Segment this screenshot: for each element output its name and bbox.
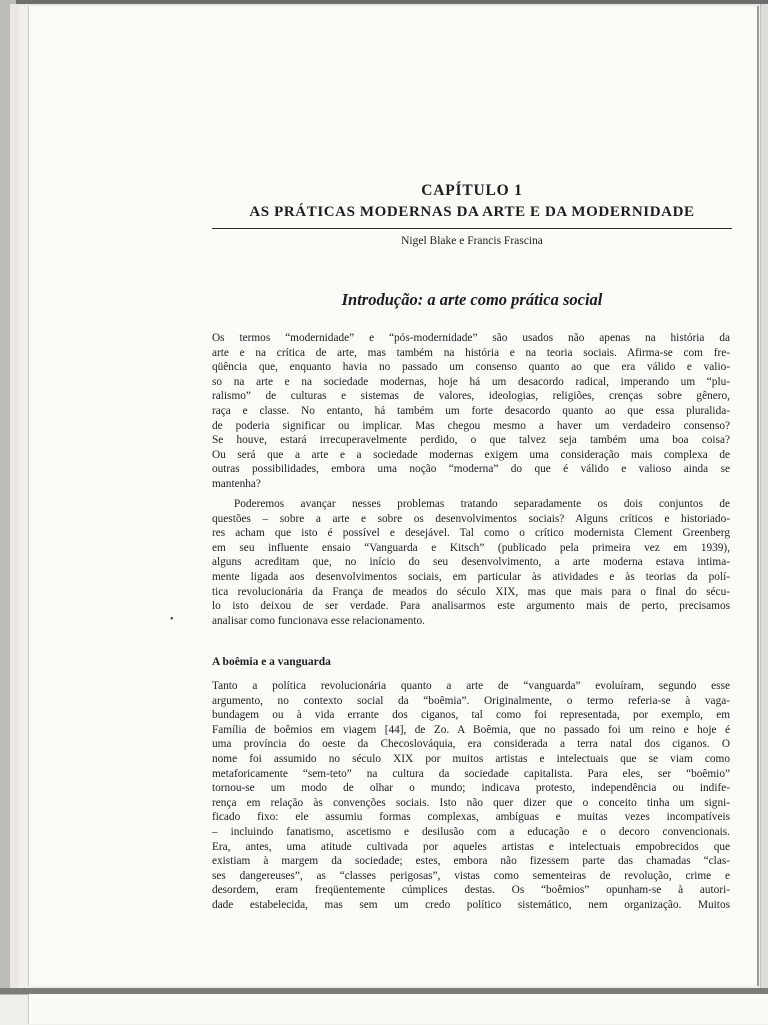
text-line: em seu influente ensaio “Vanguarda e Kitsch” (publicado pela primeira vez em 1939), (212, 541, 730, 554)
text-line: questões – sobre a arte e sobre os desenvolvimentos sociais? Alguns críticos e historiado- (212, 512, 730, 525)
text-line: so na arte e na sociedade modernas, hoje há um desacordo radical, imperando um “plu- (212, 375, 730, 388)
text-line: outras possibilidades, embora uma noção “moderna” do que é válido e valioso ainda se (212, 463, 730, 476)
subheading: A boêmia e a vanguarda (212, 656, 331, 668)
text-line: Era, antes, uma atitude cultivada por aqueles artistas e intelectuais empobrecidos que (212, 840, 730, 853)
text-line: Família de boêmios em viagem [44], de Zo. A Boêmia, que no passado foi um reino e hoje é (212, 723, 730, 736)
paragraph-2 (212, 497, 730, 628)
text-line: uma província do oeste da Checoslováquia, era considerada a terra natal dos ciganos. O (212, 738, 730, 751)
text-line: rença em relação às convenções sociais. Isto não quer dizer que o conceito tinha um signi- (212, 796, 730, 809)
title-rule (212, 228, 732, 229)
text-line: existiam à margem da sociedade; estes, embora não fizessem parte das chamadas “clas- (212, 855, 730, 868)
text-line: – incluindo fanatismo, ascetismo e desilusão com a educação e o decoro convencionais. (212, 825, 730, 838)
text-line: qüência que, enquanto havia no passado um consenso quanto ao que era válido e valio- (212, 361, 730, 374)
text-line: analisar como funcionava esse relacionamento. (212, 614, 425, 627)
text-line: arte e na crítica de arte, mas também na história e na teoria sociais. Afirma-se com fre- (212, 346, 730, 359)
text-line: Os termos “modernidade” e “pós-modernidade” são usados não apenas na história da (212, 332, 730, 344)
text-line: argumento, no contexto social da “boêmia”. Originalmente, o termo referia-se à vaga- (212, 694, 730, 707)
chapter-label: CAPÍTULO 1 (421, 182, 523, 199)
text-line: desordem, eram freqüentemente cúmplices destas. Os “boêmios” opunham-se à autori- (212, 884, 730, 897)
next-page-sheet (28, 994, 768, 1024)
text-line: ficado fixo: ele assumiu formas complexas, ambíguas e muitas vezes incompatíveis (212, 811, 730, 824)
text-line: Se houve, estará irrecuperavelmente perdido, o que talvez seja também uma boa coisa? (212, 434, 730, 447)
authors: Nigel Blake e Francis Frascina (401, 235, 543, 247)
text-line: dade estabelecida, mas sem um credo político sistemático, nem organização. Muitos (212, 898, 730, 911)
text-line: metaforicamente “sem-teto” na cultura da sociedade capitalista. Para eles, ser “boêmio” (212, 767, 730, 780)
text-line: mantenha? (212, 477, 261, 490)
text-line: Ou será que a arte e a sociedade modernas exigem uma consideração mais complexa de (212, 448, 730, 461)
book-page (28, 6, 757, 986)
margin-mark: • (170, 614, 174, 625)
text-line: res acham que isto é possível e desejável. Tal como o crítico modernista Clement Greenberg (212, 527, 730, 540)
text-line: tornou-se um modo de olhar o mundo; indicava protesto, independência ou indife- (212, 782, 730, 795)
chapter-title: AS PRÁTICAS MODERNAS DA ARTE E DA MODERNIDADE (249, 204, 695, 220)
text-line: mente ligada aos desenvolvimentos sociais, em particular às atividades e às teorias da polí- (212, 570, 730, 583)
text-line: ralismo” de culturas e sistemas de valores, ideologias, religiões, crenças sobre gênero, (212, 390, 730, 403)
text-line: Poderemos avançar nesses problemas tratando separadamente os dois conjuntos de (234, 498, 730, 510)
text-line: de poderia significar ou implicar. Mas chegou mesmo a haver um verdadeiro consenso? (212, 419, 730, 432)
text-line: bundagem ou à vida errante dos ciganos, tal como foi representada, por exemplo, em (212, 709, 730, 722)
section-title: Introdução: a arte como prática social (341, 290, 603, 309)
text-line: raça e classe. No entanto, há também um forte desacordo quanto ao que essa pluralida- (212, 404, 730, 417)
text-line: nome foi assumido no século XIX por muitos artistas e intelectuais que se viam como (212, 752, 730, 765)
text-line: tica revolucionária da França de meados do século XIX, mas que mais para o final do sécu- (212, 585, 730, 598)
paragraph-1 (212, 331, 730, 492)
text-line: alguns acreditam que, no início do seu desenvolvimento, a arte moderna estava intima- (212, 556, 730, 569)
paragraph-3 (212, 679, 730, 913)
text-line: Tanto a política revolucionária quanto a arte de “vanguarda” evoluíram, segundo esse (212, 680, 730, 692)
text-line: lo isto deixou de ser verdade. Para analisarmos este argumento mais de perto, precisamos (212, 600, 730, 613)
text-line: ses dangereuses”, as “classes perigosas”, vistas como sementeiras de revolução, crime e (212, 869, 730, 882)
